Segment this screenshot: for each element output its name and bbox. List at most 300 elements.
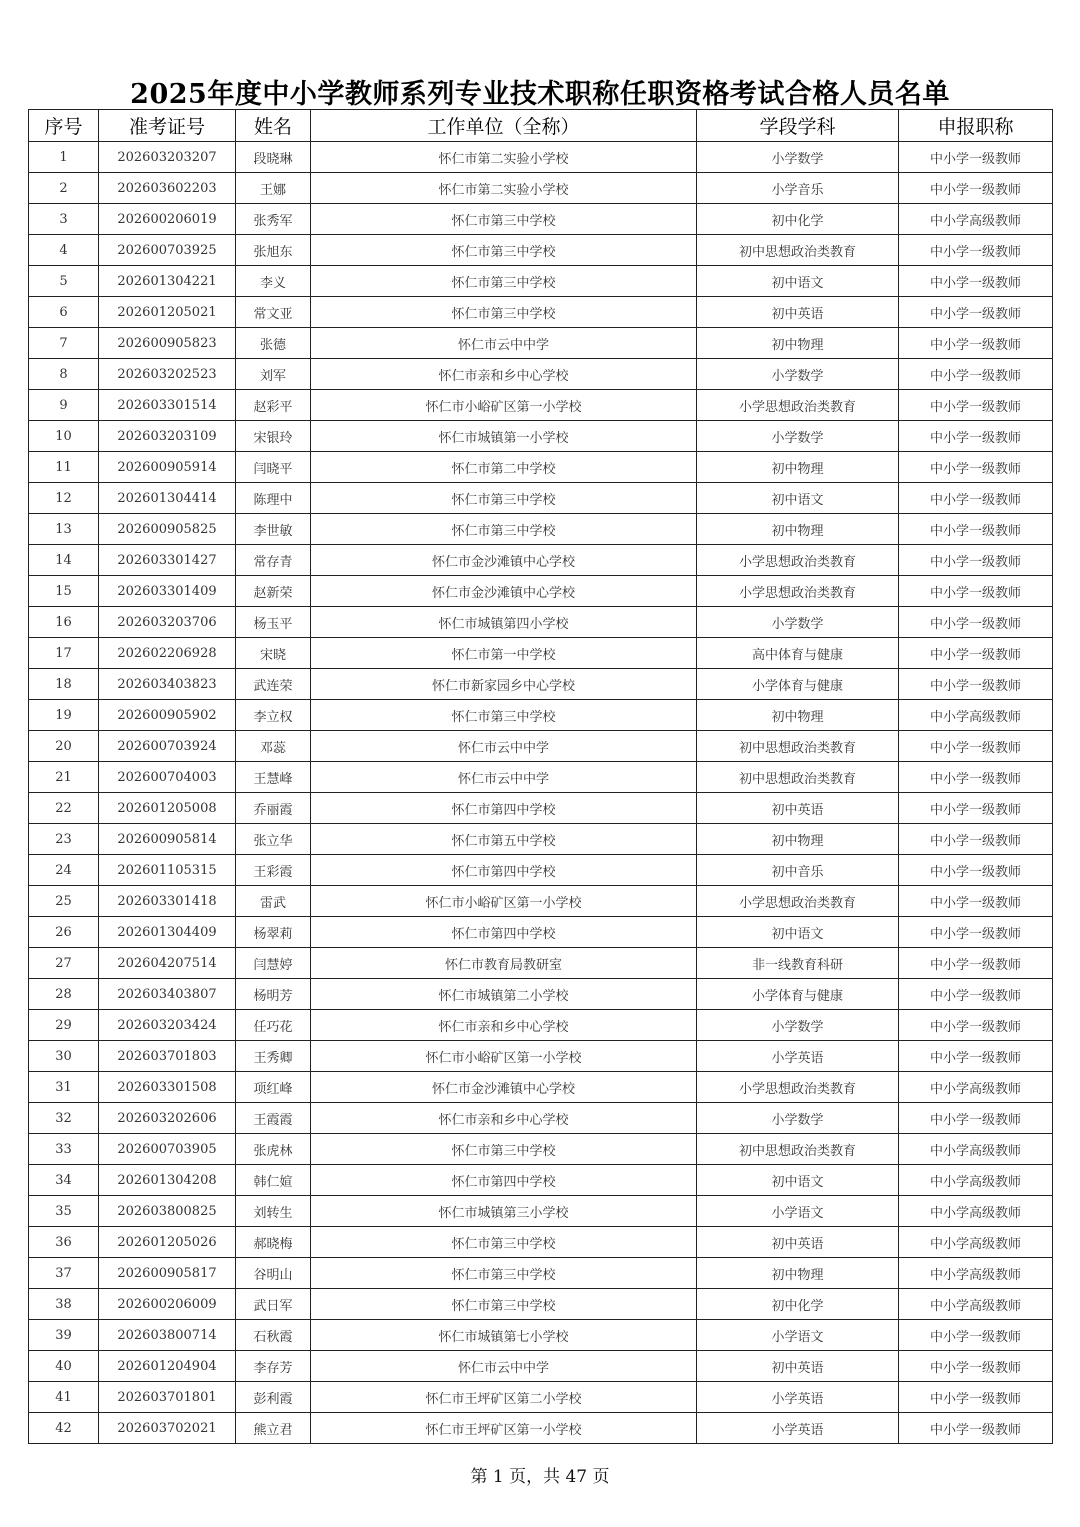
cell-seq: 13 (29, 514, 99, 545)
cell-work-unit: 怀仁市王坪矿区第一小学校 (311, 1413, 697, 1444)
cell-name: 张立华 (236, 824, 311, 855)
cell-work-unit: 怀仁市第一中学校 (311, 638, 697, 669)
table-row (29, 1041, 1053, 1072)
cell-subject: 初中英语 (697, 297, 899, 328)
cell-work-unit: 怀仁市第二实验小学校 (311, 173, 697, 204)
table-row (29, 824, 1053, 855)
cell-name: 韩仁媗 (236, 1165, 311, 1196)
header-seq: 序号 (29, 110, 99, 142)
table-row (29, 948, 1053, 979)
cell-subject: 非一线教育科研 (697, 948, 899, 979)
cell-work-unit: 怀仁市亲和乡中心学校 (311, 1103, 697, 1134)
cell-seq: 29 (29, 1010, 99, 1041)
cell-subject: 初中英语 (697, 1351, 899, 1382)
cell-title-applied: 中小学高级教师 (899, 700, 1053, 731)
cell-ticket-number: 202603301514 (99, 390, 236, 421)
cell-title-applied: 中小学一级教师 (899, 483, 1053, 514)
cell-title-applied: 中小学一级教师 (899, 762, 1053, 793)
table-row (29, 297, 1053, 328)
cell-title-applied: 中小学高级教师 (899, 1227, 1053, 1258)
cell-subject: 小学数学 (697, 421, 899, 452)
cell-seq: 7 (29, 328, 99, 359)
cell-seq: 12 (29, 483, 99, 514)
cell-seq: 16 (29, 607, 99, 638)
roster-body (29, 142, 1053, 1444)
cell-ticket-number: 202600703924 (99, 731, 236, 762)
cell-ticket-number: 202600905914 (99, 452, 236, 483)
cell-work-unit: 怀仁市第四中学校 (311, 793, 697, 824)
table-row (29, 1196, 1053, 1227)
cell-subject: 初中化学 (697, 204, 899, 235)
table-row (29, 390, 1053, 421)
cell-name: 王霞霞 (236, 1103, 311, 1134)
cell-name: 杨明芳 (236, 979, 311, 1010)
cell-title-applied: 中小学一级教师 (899, 1351, 1053, 1382)
header-subject: 学段学科 (697, 110, 899, 142)
cell-work-unit: 怀仁市第三中学校 (311, 1134, 697, 1165)
cell-name: 闫慧婷 (236, 948, 311, 979)
cell-subject: 小学语文 (697, 1320, 899, 1351)
cell-seq: 42 (29, 1413, 99, 1444)
cell-seq: 26 (29, 917, 99, 948)
cell-name: 雷武 (236, 886, 311, 917)
header-work-unit: 工作单位（全称） (311, 110, 697, 142)
cell-title-applied: 中小学一级教师 (899, 576, 1053, 607)
cell-name: 武日军 (236, 1289, 311, 1320)
cell-subject: 小学体育与健康 (697, 979, 899, 1010)
cell-name: 谷明山 (236, 1258, 311, 1289)
cell-ticket-number: 202601204904 (99, 1351, 236, 1382)
cell-name: 王彩霞 (236, 855, 311, 886)
cell-name: 闫晓平 (236, 452, 311, 483)
cell-title-applied: 中小学高级教师 (899, 204, 1053, 235)
cell-work-unit: 怀仁市小峪矿区第一小学校 (311, 886, 697, 917)
cell-ticket-number: 202601205008 (99, 793, 236, 824)
cell-work-unit: 怀仁市云中中学 (311, 1351, 697, 1382)
cell-title-applied: 中小学一级教师 (899, 421, 1053, 452)
cell-name: 邓蕊 (236, 731, 311, 762)
cell-subject: 初中物理 (697, 1258, 899, 1289)
cell-work-unit: 怀仁市金沙滩镇中心学校 (311, 1072, 697, 1103)
cell-ticket-number: 202601304414 (99, 483, 236, 514)
table-row (29, 142, 1053, 173)
cell-name: 常存青 (236, 545, 311, 576)
cell-name: 王秀卿 (236, 1041, 311, 1072)
cell-seq: 35 (29, 1196, 99, 1227)
cell-name: 陈理中 (236, 483, 311, 514)
cell-work-unit: 怀仁市第三中学校 (311, 1258, 697, 1289)
cell-title-applied: 中小学一级教师 (899, 1320, 1053, 1351)
cell-work-unit: 怀仁市教育局教研室 (311, 948, 697, 979)
cell-title-applied: 中小学一级教师 (899, 1382, 1053, 1413)
cell-seq: 6 (29, 297, 99, 328)
cell-seq: 24 (29, 855, 99, 886)
cell-ticket-number: 202603602203 (99, 173, 236, 204)
cell-title-applied: 中小学一级教师 (899, 669, 1053, 700)
table-row (29, 1413, 1053, 1444)
table-row (29, 731, 1053, 762)
cell-title-applied: 中小学一级教师 (899, 855, 1053, 886)
roster-table (28, 109, 1053, 1444)
cell-ticket-number: 202600206019 (99, 204, 236, 235)
cell-name: 段晓琳 (236, 142, 311, 173)
table-row (29, 1382, 1053, 1413)
table-row (29, 607, 1053, 638)
cell-subject: 初中英语 (697, 1227, 899, 1258)
cell-seq: 23 (29, 824, 99, 855)
cell-ticket-number: 202603800714 (99, 1320, 236, 1351)
cell-work-unit: 怀仁市第五中学校 (311, 824, 697, 855)
cell-title-applied: 中小学一级教师 (899, 886, 1053, 917)
cell-ticket-number: 202603301409 (99, 576, 236, 607)
cell-work-unit: 怀仁市云中中学 (311, 731, 697, 762)
cell-subject: 小学英语 (697, 1041, 899, 1072)
cell-seq: 22 (29, 793, 99, 824)
cell-ticket-number: 202600905823 (99, 328, 236, 359)
cell-title-applied: 中小学一级教师 (899, 328, 1053, 359)
cell-work-unit: 怀仁市第三中学校 (311, 700, 697, 731)
cell-seq: 14 (29, 545, 99, 576)
cell-name: 彭利霞 (236, 1382, 311, 1413)
cell-ticket-number: 202601304409 (99, 917, 236, 948)
header-ticket-number: 准考证号 (99, 110, 236, 142)
cell-title-applied: 中小学一级教师 (899, 638, 1053, 669)
cell-subject: 初中思想政治类教育 (697, 1134, 899, 1165)
cell-title-applied: 中小学高级教师 (899, 1258, 1053, 1289)
cell-name: 项红峰 (236, 1072, 311, 1103)
cell-work-unit: 怀仁市亲和乡中心学校 (311, 359, 697, 390)
cell-ticket-number: 202601304221 (99, 266, 236, 297)
cell-title-applied: 中小学一级教师 (899, 297, 1053, 328)
cell-seq: 34 (29, 1165, 99, 1196)
cell-name: 李义 (236, 266, 311, 297)
table-row (29, 545, 1053, 576)
table-row (29, 700, 1053, 731)
cell-work-unit: 怀仁市王坪矿区第二小学校 (311, 1382, 697, 1413)
table-row (29, 1134, 1053, 1165)
cell-ticket-number: 202600905817 (99, 1258, 236, 1289)
cell-name: 任巧花 (236, 1010, 311, 1041)
table-row (29, 266, 1053, 297)
table-row (29, 669, 1053, 700)
cell-seq: 19 (29, 700, 99, 731)
cell-ticket-number: 202600905814 (99, 824, 236, 855)
cell-work-unit: 怀仁市第三中学校 (311, 297, 697, 328)
cell-seq: 32 (29, 1103, 99, 1134)
cell-name: 张秀军 (236, 204, 311, 235)
cell-title-applied: 中小学一级教师 (899, 917, 1053, 948)
table-row (29, 235, 1053, 266)
cell-ticket-number: 202601205026 (99, 1227, 236, 1258)
table-row (29, 1103, 1053, 1134)
table-row (29, 1258, 1053, 1289)
cell-subject: 初中思想政治类教育 (697, 731, 899, 762)
cell-title-applied: 中小学一级教师 (899, 390, 1053, 421)
cell-subject: 小学思想政治类教育 (697, 545, 899, 576)
cell-ticket-number: 202603403823 (99, 669, 236, 700)
table-row (29, 917, 1053, 948)
cell-subject: 初中物理 (697, 514, 899, 545)
cell-title-applied: 中小学一级教师 (899, 173, 1053, 204)
cell-work-unit: 怀仁市云中中学 (311, 762, 697, 793)
cell-work-unit: 怀仁市城镇第二小学校 (311, 979, 697, 1010)
cell-subject: 小学数学 (697, 607, 899, 638)
cell-subject: 初中音乐 (697, 855, 899, 886)
cell-seq: 17 (29, 638, 99, 669)
cell-subject: 小学思想政治类教育 (697, 576, 899, 607)
cell-ticket-number: 202603203207 (99, 142, 236, 173)
cell-ticket-number: 202603202606 (99, 1103, 236, 1134)
cell-work-unit: 怀仁市第四中学校 (311, 1165, 697, 1196)
cell-subject: 初中物理 (697, 328, 899, 359)
cell-title-applied: 中小学一级教师 (899, 793, 1053, 824)
cell-name: 宋银玲 (236, 421, 311, 452)
cell-work-unit: 怀仁市第四中学校 (311, 855, 697, 886)
cell-name: 李世敏 (236, 514, 311, 545)
cell-work-unit: 怀仁市金沙滩镇中心学校 (311, 576, 697, 607)
cell-subject: 初中物理 (697, 824, 899, 855)
cell-title-applied: 中小学一级教师 (899, 266, 1053, 297)
cell-seq: 27 (29, 948, 99, 979)
cell-ticket-number: 202602206928 (99, 638, 236, 669)
cell-work-unit: 怀仁市城镇第四小学校 (311, 607, 697, 638)
table-row (29, 1351, 1053, 1382)
cell-ticket-number: 202603301427 (99, 545, 236, 576)
cell-name: 李存芳 (236, 1351, 311, 1382)
cell-subject: 初中思想政治类教育 (697, 762, 899, 793)
cell-name: 武连荣 (236, 669, 311, 700)
cell-name: 赵彩平 (236, 390, 311, 421)
cell-name: 刘转生 (236, 1196, 311, 1227)
cell-subject: 高中体育与健康 (697, 638, 899, 669)
cell-work-unit: 怀仁市第三中学校 (311, 483, 697, 514)
cell-subject: 小学英语 (697, 1413, 899, 1444)
table-row (29, 762, 1053, 793)
cell-seq: 40 (29, 1351, 99, 1382)
cell-title-applied: 中小学一级教师 (899, 607, 1053, 638)
table-row (29, 204, 1053, 235)
table-row (29, 1227, 1053, 1258)
cell-subject: 初中语文 (697, 1165, 899, 1196)
cell-seq: 36 (29, 1227, 99, 1258)
cell-ticket-number: 202601304208 (99, 1165, 236, 1196)
table-row (29, 886, 1053, 917)
cell-work-unit: 怀仁市第三中学校 (311, 514, 697, 545)
cell-subject: 初中化学 (697, 1289, 899, 1320)
table-row (29, 855, 1053, 886)
cell-subject: 小学数学 (697, 359, 899, 390)
table-row (29, 173, 1053, 204)
cell-seq: 18 (29, 669, 99, 700)
cell-seq: 1 (29, 142, 99, 173)
cell-work-unit: 怀仁市金沙滩镇中心学校 (311, 545, 697, 576)
cell-work-unit: 怀仁市第三中学校 (311, 1289, 697, 1320)
cell-subject: 小学数学 (697, 1010, 899, 1041)
cell-title-applied: 中小学一级教师 (899, 514, 1053, 545)
cell-title-applied: 中小学一级教师 (899, 359, 1053, 390)
cell-subject: 初中语文 (697, 483, 899, 514)
cell-title-applied: 中小学高级教师 (899, 1134, 1053, 1165)
cell-work-unit: 怀仁市第三中学校 (311, 266, 697, 297)
cell-name: 郝晓梅 (236, 1227, 311, 1258)
cell-ticket-number: 202603702021 (99, 1413, 236, 1444)
table-row (29, 1165, 1053, 1196)
cell-ticket-number: 202600703905 (99, 1134, 236, 1165)
cell-subject: 小学数学 (697, 142, 899, 173)
cell-seq: 33 (29, 1134, 99, 1165)
cell-title-applied: 中小学一级教师 (899, 979, 1053, 1010)
table-row (29, 979, 1053, 1010)
cell-ticket-number: 202600703925 (99, 235, 236, 266)
cell-work-unit: 怀仁市第三中学校 (311, 235, 697, 266)
cell-ticket-number: 202600905902 (99, 700, 236, 731)
cell-work-unit: 怀仁市第三中学校 (311, 204, 697, 235)
cell-work-unit: 怀仁市小峪矿区第一小学校 (311, 390, 697, 421)
cell-subject: 小学数学 (697, 1103, 899, 1134)
cell-name: 张德 (236, 328, 311, 359)
cell-ticket-number: 202600905825 (99, 514, 236, 545)
cell-subject: 初中语文 (697, 917, 899, 948)
cell-seq: 41 (29, 1382, 99, 1413)
table-row (29, 638, 1053, 669)
cell-work-unit: 怀仁市第四中学校 (311, 917, 697, 948)
cell-subject: 初中物理 (697, 452, 899, 483)
cell-name: 王娜 (236, 173, 311, 204)
cell-name: 李立权 (236, 700, 311, 731)
cell-seq: 37 (29, 1258, 99, 1289)
table-row (29, 483, 1053, 514)
cell-name: 张旭东 (236, 235, 311, 266)
cell-work-unit: 怀仁市亲和乡中心学校 (311, 1010, 697, 1041)
page-footer: 第 1 页，共 47 页 (470, 1467, 610, 1487)
cell-seq: 28 (29, 979, 99, 1010)
cell-seq: 11 (29, 452, 99, 483)
cell-title-applied: 中小学一级教师 (899, 545, 1053, 576)
cell-title-applied: 中小学高级教师 (899, 1196, 1053, 1227)
cell-title-applied: 中小学一级教师 (899, 731, 1053, 762)
cell-seq: 8 (29, 359, 99, 390)
cell-name: 赵新荣 (236, 576, 311, 607)
cell-ticket-number: 202603203706 (99, 607, 236, 638)
table-row (29, 1320, 1053, 1351)
cell-ticket-number: 202604207514 (99, 948, 236, 979)
cell-subject: 小学英语 (697, 1382, 899, 1413)
cell-ticket-number: 202601105315 (99, 855, 236, 886)
cell-name: 乔丽霞 (236, 793, 311, 824)
cell-work-unit: 怀仁市城镇第三小学校 (311, 1196, 697, 1227)
cell-ticket-number: 202600206009 (99, 1289, 236, 1320)
cell-title-applied: 中小学高级教师 (899, 1072, 1053, 1103)
cell-work-unit: 怀仁市第二中学校 (311, 452, 697, 483)
cell-ticket-number: 202603800825 (99, 1196, 236, 1227)
cell-subject: 小学思想政治类教育 (697, 1072, 899, 1103)
cell-seq: 5 (29, 266, 99, 297)
cell-subject: 初中语文 (697, 266, 899, 297)
table-row (29, 421, 1053, 452)
table-row (29, 1289, 1053, 1320)
cell-subject: 初中英语 (697, 793, 899, 824)
cell-work-unit: 怀仁市云中中学 (311, 328, 697, 359)
cell-ticket-number: 202603203109 (99, 421, 236, 452)
cell-name: 石秋霞 (236, 1320, 311, 1351)
cell-subject: 小学音乐 (697, 173, 899, 204)
cell-seq: 2 (29, 173, 99, 204)
cell-work-unit: 怀仁市小峪矿区第一小学校 (311, 1041, 697, 1072)
cell-seq: 3 (29, 204, 99, 235)
cell-ticket-number: 202601205021 (99, 297, 236, 328)
cell-subject: 小学思想政治类教育 (697, 886, 899, 917)
header-name: 姓名 (236, 110, 311, 142)
cell-seq: 20 (29, 731, 99, 762)
cell-name: 杨玉平 (236, 607, 311, 638)
header-title-applied: 申报职称 (899, 110, 1053, 142)
cell-title-applied: 中小学高级教师 (899, 1165, 1053, 1196)
cell-seq: 21 (29, 762, 99, 793)
cell-ticket-number: 202603301508 (99, 1072, 236, 1103)
cell-seq: 30 (29, 1041, 99, 1072)
table-row (29, 576, 1053, 607)
cell-subject: 小学语文 (697, 1196, 899, 1227)
cell-name: 熊立君 (236, 1413, 311, 1444)
cell-seq: 15 (29, 576, 99, 607)
cell-work-unit: 怀仁市城镇第一小学校 (311, 421, 697, 452)
cell-ticket-number: 202603202523 (99, 359, 236, 390)
table-row (29, 793, 1053, 824)
cell-name: 王慧峰 (236, 762, 311, 793)
cell-ticket-number: 202603701801 (99, 1382, 236, 1413)
cell-subject: 初中物理 (697, 700, 899, 731)
cell-title-applied: 中小学一级教师 (899, 452, 1053, 483)
cell-seq: 31 (29, 1072, 99, 1103)
cell-work-unit: 怀仁市第二实验小学校 (311, 142, 697, 173)
cell-name: 刘军 (236, 359, 311, 390)
cell-ticket-number: 202603701803 (99, 1041, 236, 1072)
cell-title-applied: 中小学高级教师 (899, 1289, 1053, 1320)
header-row (29, 110, 1053, 142)
cell-subject: 初中思想政治类教育 (697, 235, 899, 266)
cell-title-applied: 中小学一级教师 (899, 1010, 1053, 1041)
cell-title-applied: 中小学一级教师 (899, 948, 1053, 979)
page-title: 2025年度中小学教师系列专业技术职称任职资格考试合格人员名单 (130, 79, 950, 110)
cell-name: 宋晓 (236, 638, 311, 669)
cell-subject: 小学思想政治类教育 (697, 390, 899, 421)
cell-ticket-number: 202603203424 (99, 1010, 236, 1041)
cell-ticket-number: 202603403807 (99, 979, 236, 1010)
cell-name: 常文亚 (236, 297, 311, 328)
cell-title-applied: 中小学一级教师 (899, 1413, 1053, 1444)
cell-subject: 小学体育与健康 (697, 669, 899, 700)
cell-seq: 38 (29, 1289, 99, 1320)
cell-title-applied: 中小学一级教师 (899, 235, 1053, 266)
cell-ticket-number: 202603301418 (99, 886, 236, 917)
table-row (29, 359, 1053, 390)
table-row (29, 1010, 1053, 1041)
cell-name: 张虎林 (236, 1134, 311, 1165)
cell-seq: 4 (29, 235, 99, 266)
cell-seq: 39 (29, 1320, 99, 1351)
table-row (29, 1072, 1053, 1103)
cell-seq: 25 (29, 886, 99, 917)
table-row (29, 452, 1053, 483)
cell-title-applied: 中小学一级教师 (899, 1041, 1053, 1072)
cell-work-unit: 怀仁市第三中学校 (311, 1227, 697, 1258)
cell-work-unit: 怀仁市新家园乡中心学校 (311, 669, 697, 700)
cell-name: 杨翠莉 (236, 917, 311, 948)
table-row (29, 514, 1053, 545)
cell-title-applied: 中小学一级教师 (899, 824, 1053, 855)
cell-ticket-number: 202600704003 (99, 762, 236, 793)
cell-title-applied: 中小学一级教师 (899, 1103, 1053, 1134)
